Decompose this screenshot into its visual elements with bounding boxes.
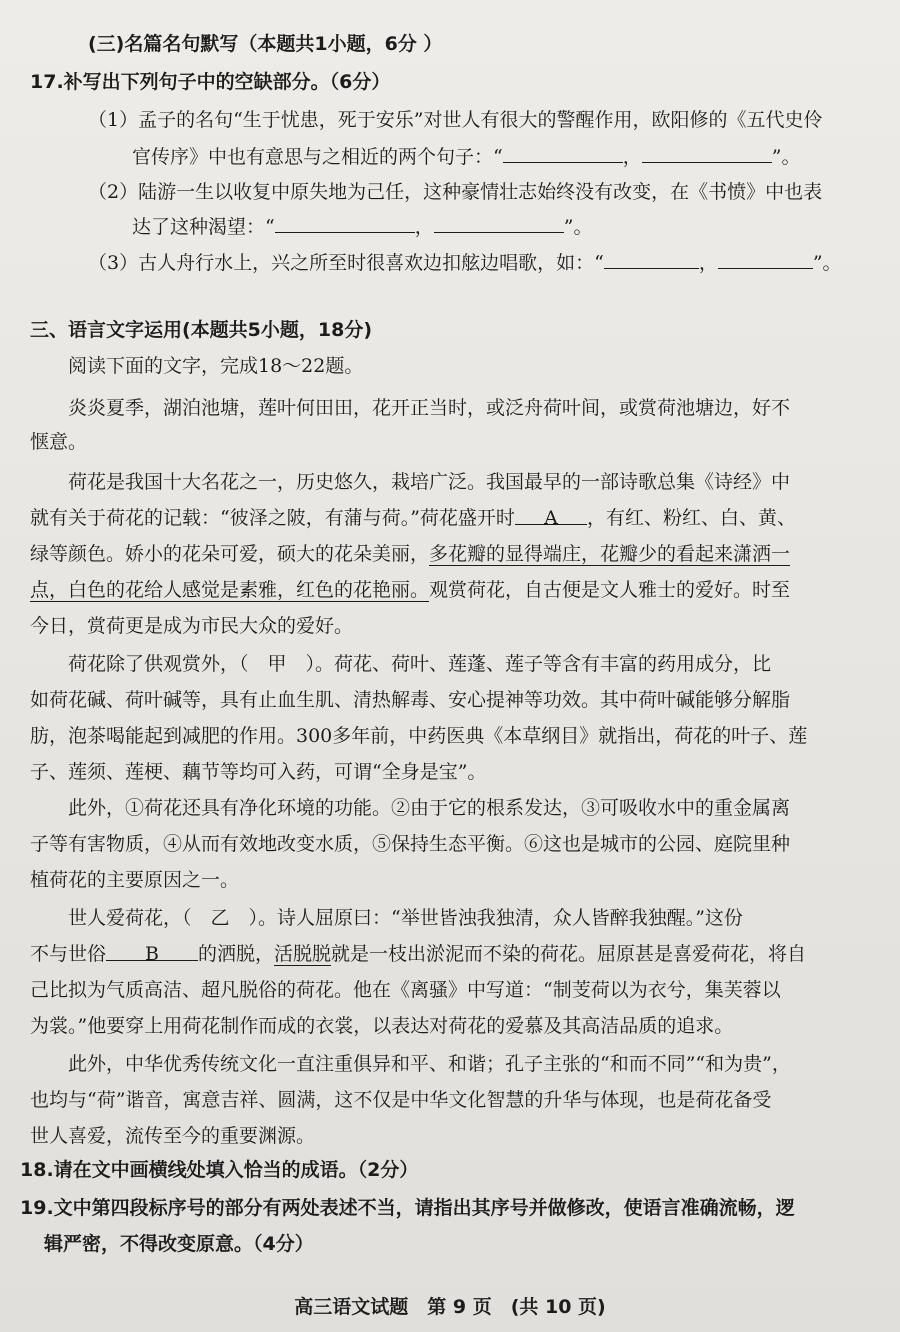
- q17-3-line1: （3）古人舟行水上，兴之所至时很喜欢边扣舷边唱歌，如：“ ， ”。: [88, 252, 842, 274]
- page-footer: 高三语文试题 第 9 页 (共 10 页): [294, 1296, 606, 1318]
- passage-p3-l4: 子、莲须、莲梗、藕节等均可入药，可谓“全身是宝”。: [30, 761, 487, 783]
- passage-p6-l1: 此外，中华优秀传统文化一直注重俱异和平、和谐；孔子主张的“和而不同”“和为贵”，: [68, 1053, 791, 1075]
- underlined-word: 活脱脱: [274, 943, 332, 965]
- q17-2-line2: 达了这种渴望：“ ， ”。: [132, 216, 593, 238]
- passage-p5-l2: 不与世俗 B 的洒脱，活脱脱就是一枝出淤泥而不染的荷花。屈原甚是喜爱荷花，将自: [30, 943, 807, 965]
- part3-intro: 阅读下面的文字，完成18～22题。: [68, 355, 364, 377]
- passage-p6-l2: 也均与“荷”谐音，寓意吉祥、圆满，这不仅是中华文化智慧的升华与体现，也是荷花备受: [30, 1089, 772, 1111]
- passage-p1-l2: 惬意。: [30, 431, 88, 453]
- answer-blank[interactable]: [275, 214, 415, 233]
- question-19-l1: 19.文中第四段标序号的部分有两处表述不当，请指出其序号并做修改，使语言准确流畅，逻: [20, 1197, 795, 1219]
- passage-p2-l1: 荷花是我国十大名花之一，历史悠久，栽培广泛。我国最早的一部诗歌总集《诗经》中: [68, 471, 791, 493]
- passage-p2-l5: 今日，赏荷更是成为市民大众的爱好。: [30, 615, 354, 637]
- passage-p4-l3: 植荷花的主要原因之一。: [30, 869, 240, 891]
- passage-p6-l3: 世人喜爱，流传至今的重要渊源。: [30, 1125, 316, 1147]
- answer-blank[interactable]: [642, 144, 772, 163]
- passage-p2-l4: 点，白色的花给人感觉是素雅，红色的花艳丽。观赏荷花，自古便是文人雅士的爱好。时至: [30, 579, 791, 601]
- answer-blank[interactable]: [503, 144, 623, 163]
- passage-p4-l2: 子等有害物质，④从而有效地改变水质，⑤保持生态平衡。⑥这也是城市的公园、庭院里种: [30, 833, 791, 855]
- passage-p3-l2: 如荷花碱、荷叶碱等，具有止血生肌、清热解毒、安心提神等功效。其中荷叶碱能够分解脂: [30, 689, 791, 711]
- question-19-l2: 辑严密，不得改变原意。（4分）: [44, 1233, 314, 1255]
- passage-p4-l1: 此外，①荷花还具有净化环境的功能。②由于它的根系发达，③可吸收水中的重金属离: [68, 797, 791, 819]
- passage-p3-l3: 肪，泡茶喝能起到减肥的作用。300多年前，中药医典《本草纲目》就指出，荷花的叶子、莲: [30, 725, 808, 747]
- part3-heading: 三、语言文字运用(本题共5小题，18分): [30, 319, 373, 341]
- passage-p1-l1: 炎炎夏季，湖泊池塘，莲叶何田田，花开正当时，或泛舟荷叶间，或赏荷池塘边，好不: [68, 397, 791, 419]
- passage-p2-l2: 就有关于荷花的记载：“彼泽之陂，有蒲与荷。”荷花盛开时 A ，有红、粉红、白、黄、: [30, 507, 796, 529]
- answer-blank[interactable]: [718, 250, 813, 269]
- answer-blank[interactable]: [604, 250, 699, 269]
- question-17-title: 17.补写出下列句子中的空缺部分。（6分）: [30, 71, 391, 93]
- passage-p2-l3: 绿等颜色。娇小的花朵可爱，硕大的花朵美丽，多花瓣的显得端庄，花瓣少的看起来潇洒一: [30, 543, 791, 565]
- question-18: 18.请在文中画横线处填入恰当的成语。（2分）: [20, 1159, 419, 1181]
- underlined-sentence: 点，白色的花给人感觉是素雅，红色的花艳丽。: [30, 579, 430, 601]
- section-heading-mingpian: (三)名篇名句默写（本题共1小题，6分 ）: [88, 33, 443, 55]
- passage-p3-l1: 荷花除了供观赏外，（ 甲 ）。荷花、荷叶、莲蓬、莲子等含有丰富的药用成分，比: [68, 653, 772, 675]
- passage-p5-l3: 己比拟为气质高洁、超凡脱俗的荷花。他在《离骚》中写道：“制芰荷以为衣兮，集芙蓉以: [30, 979, 781, 1001]
- answer-blank[interactable]: [434, 214, 564, 233]
- q17-2-line1: （2）陆游一生以收复中原失地为己任，这种豪情壮志始终没有改变，在《书愤》中也表: [88, 181, 823, 203]
- underlined-sentence: 多花瓣的显得端庄，花瓣少的看起来潇洒一: [429, 543, 791, 565]
- blank-B[interactable]: B: [106, 942, 198, 961]
- passage-p5-l4: 为裳。”他要穿上用荷花制作而成的衣裳，以表达对荷花的爱慕及其高洁品质的追求。: [30, 1015, 734, 1037]
- q17-1-line1: （1）孟子的名句“生于忧患，死于安乐”对世人有很大的警醒作用，欧阳修的《五代史伶: [88, 109, 823, 131]
- q17-1-line2: 官传序》中也有意思与之相近的两个句子：“ ， ”。: [132, 146, 801, 168]
- passage-p5-l1: 世人爱荷花，（ 乙 ）。诗人屈原曰：“举世皆浊我独清，众人皆醉我独醒。”这份: [68, 907, 743, 929]
- blank-A[interactable]: A: [515, 506, 587, 525]
